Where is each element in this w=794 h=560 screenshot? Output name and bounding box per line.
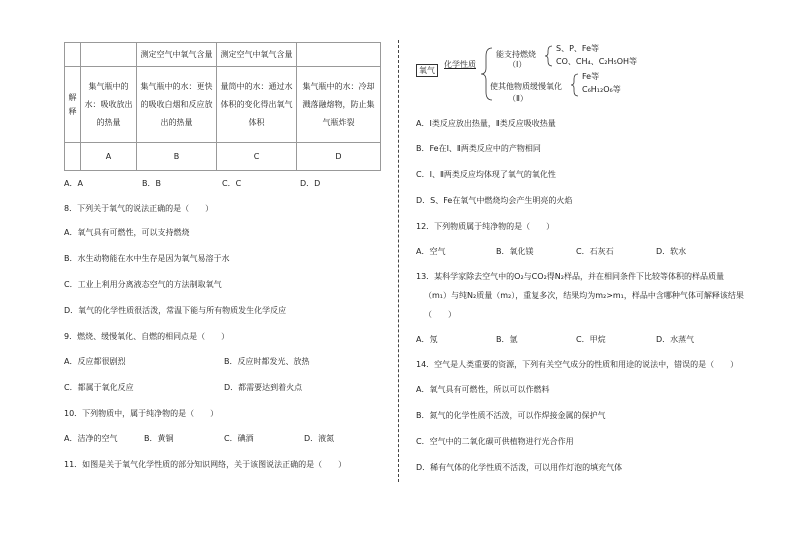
option-b: B．Fe在Ⅰ、Ⅱ两类反应中的产物相同 <box>416 144 541 153</box>
question-stem: 12．下列物质属于纯净物的是（ ） <box>416 222 555 231</box>
question-stem-line: 13．某科学家除去空气中的O₂与CO₂得N₂样品，并在相同条件下比较等体积的样品质量 <box>416 272 724 281</box>
table-cell: C <box>217 143 297 171</box>
option-b: B．B <box>142 179 161 188</box>
upper-items-1: S、P、Fe等 <box>556 44 599 53</box>
oxygen-knowledge-network-diagram <box>412 44 692 110</box>
question-stem: 14．空气是人类重要的资源，下列有关空气成分的性质和用途的说法中，错误的是（ ） <box>416 360 739 369</box>
option-c: C．都属于氧化反应 <box>64 383 134 392</box>
upper-label: 能支持燃烧 <box>496 50 536 59</box>
row-label-cell: 解释 <box>65 67 81 143</box>
option-b: B．氮气的化学性质不活泼，可以作焊接金属的保护气 <box>416 411 606 420</box>
brace-icon <box>570 72 580 98</box>
table-cell: 集气瓶中的水：吸收放出的热量 <box>81 67 137 143</box>
option-d: D．都需要达到着火点 <box>224 383 303 392</box>
option-d: D．液氮 <box>304 434 335 443</box>
option-d: D．D <box>300 179 321 188</box>
question-stem-line: （ ） <box>424 310 456 319</box>
column-divider <box>398 40 399 482</box>
lower-items-2: C₆H₁₂O₆等 <box>582 85 621 94</box>
option-a: A．A <box>64 179 83 188</box>
option-a: A．反应都很剧烈 <box>64 357 126 366</box>
option-d: D．S、Fe在氧气中燃烧均会产生明亮的火焰 <box>416 196 573 205</box>
option-b: B．反应时都发光、放热 <box>224 357 310 366</box>
option-a: A．氖 <box>416 335 438 344</box>
option-b: B．氧化镁 <box>496 247 534 256</box>
brace-icon <box>480 46 494 102</box>
option-a: A．氧气具有可燃性，可以支持燃烧 <box>64 228 190 237</box>
option-d: D．稀有气体的化学性质不活泼，可以用作灯泡的填充气体 <box>416 463 623 472</box>
option-c: C．C <box>222 179 242 188</box>
diagram-root: 氧气 <box>416 64 438 77</box>
table-cell: 集气瓶中的水：更快的吸收白烟和反应放出的热量 <box>137 67 217 143</box>
option-d: D．软水 <box>656 247 687 256</box>
table-cell: A <box>81 143 137 171</box>
table-cell: 集气瓶中的水：冷却溅落融熔物，防止集气瓶炸裂 <box>297 67 381 143</box>
option-d: D．水蒸气 <box>656 335 695 344</box>
question-stem: 11．如图是关于氧气化学性质的部分知识网络，关于该图说法正确的是（ ） <box>64 460 347 469</box>
table-row <box>65 143 381 171</box>
option-d: D．氧气的化学性质很活泼，常温下能与所有物质发生化学反应 <box>64 306 287 315</box>
table-header-cell <box>297 43 381 67</box>
table-cell: B <box>137 143 217 171</box>
table-header-cell <box>81 43 137 67</box>
option-b: B．氩 <box>496 335 518 344</box>
table-header-row <box>65 43 381 67</box>
option-a: A．Ⅰ类反应放出热量，Ⅱ类反应吸收热量 <box>416 119 556 128</box>
table-header-cell: 测定空气中氧气含量 <box>137 43 217 67</box>
question-stem: 8．下列关于氧气的说法正确的是（ ） <box>64 204 214 213</box>
option-a: A．氧气具有可燃性，所以可以作燃料 <box>416 385 550 394</box>
diagram-branch: 化学性质 <box>444 60 476 69</box>
option-c: C．空气中的二氧化碳可供植物进行光合作用 <box>416 437 574 446</box>
table-row <box>65 67 381 143</box>
option-c: C．甲烷 <box>576 335 606 344</box>
option-c: C．工业上利用分离液态空气的方法制取氧气 <box>64 280 222 289</box>
table-header-cell <box>65 43 81 67</box>
option-b: B．水生动物能在水中生存是因为氧气易溶于水 <box>64 254 230 263</box>
upper-tag: （Ⅰ） <box>508 60 527 69</box>
brace-icon <box>544 44 554 68</box>
option-b: B．黄铜 <box>144 434 174 443</box>
option-c: C．Ⅰ、Ⅱ两类反应均体现了氧气的氧化性 <box>416 170 556 179</box>
lower-tag: （Ⅱ） <box>508 94 528 103</box>
lower-label: 使其他物质缓慢氧化 <box>490 82 562 91</box>
option-a: A．空气 <box>416 247 446 256</box>
experiment-table <box>64 42 381 171</box>
question-stem: 9．燃烧、缓慢氧化、自燃的相同点是（ ） <box>64 332 230 341</box>
table-cell: 量筒中的水：通过水体积的变化得出氧气体积 <box>217 67 297 143</box>
option-a: A．洁净的空气 <box>64 434 118 443</box>
option-c: C．碘酒 <box>224 434 254 443</box>
table-cell: D <box>297 143 381 171</box>
question-stem-line: （m₁）与纯N₂质量（m₂），重复多次，结果均为m₂>m₁，样品中含哪种气体可解释该结果 <box>424 291 744 300</box>
question-stem: 10．下列物质中，属于纯净物的是（ ） <box>64 409 219 418</box>
option-c: C．石灰石 <box>576 247 614 256</box>
upper-items-2: CO、CH₄、C₂H₅OH等 <box>556 57 638 66</box>
table-header-cell: 测定空气中氧气含量 <box>217 43 297 67</box>
lower-items-1: Fe等 <box>582 72 600 81</box>
